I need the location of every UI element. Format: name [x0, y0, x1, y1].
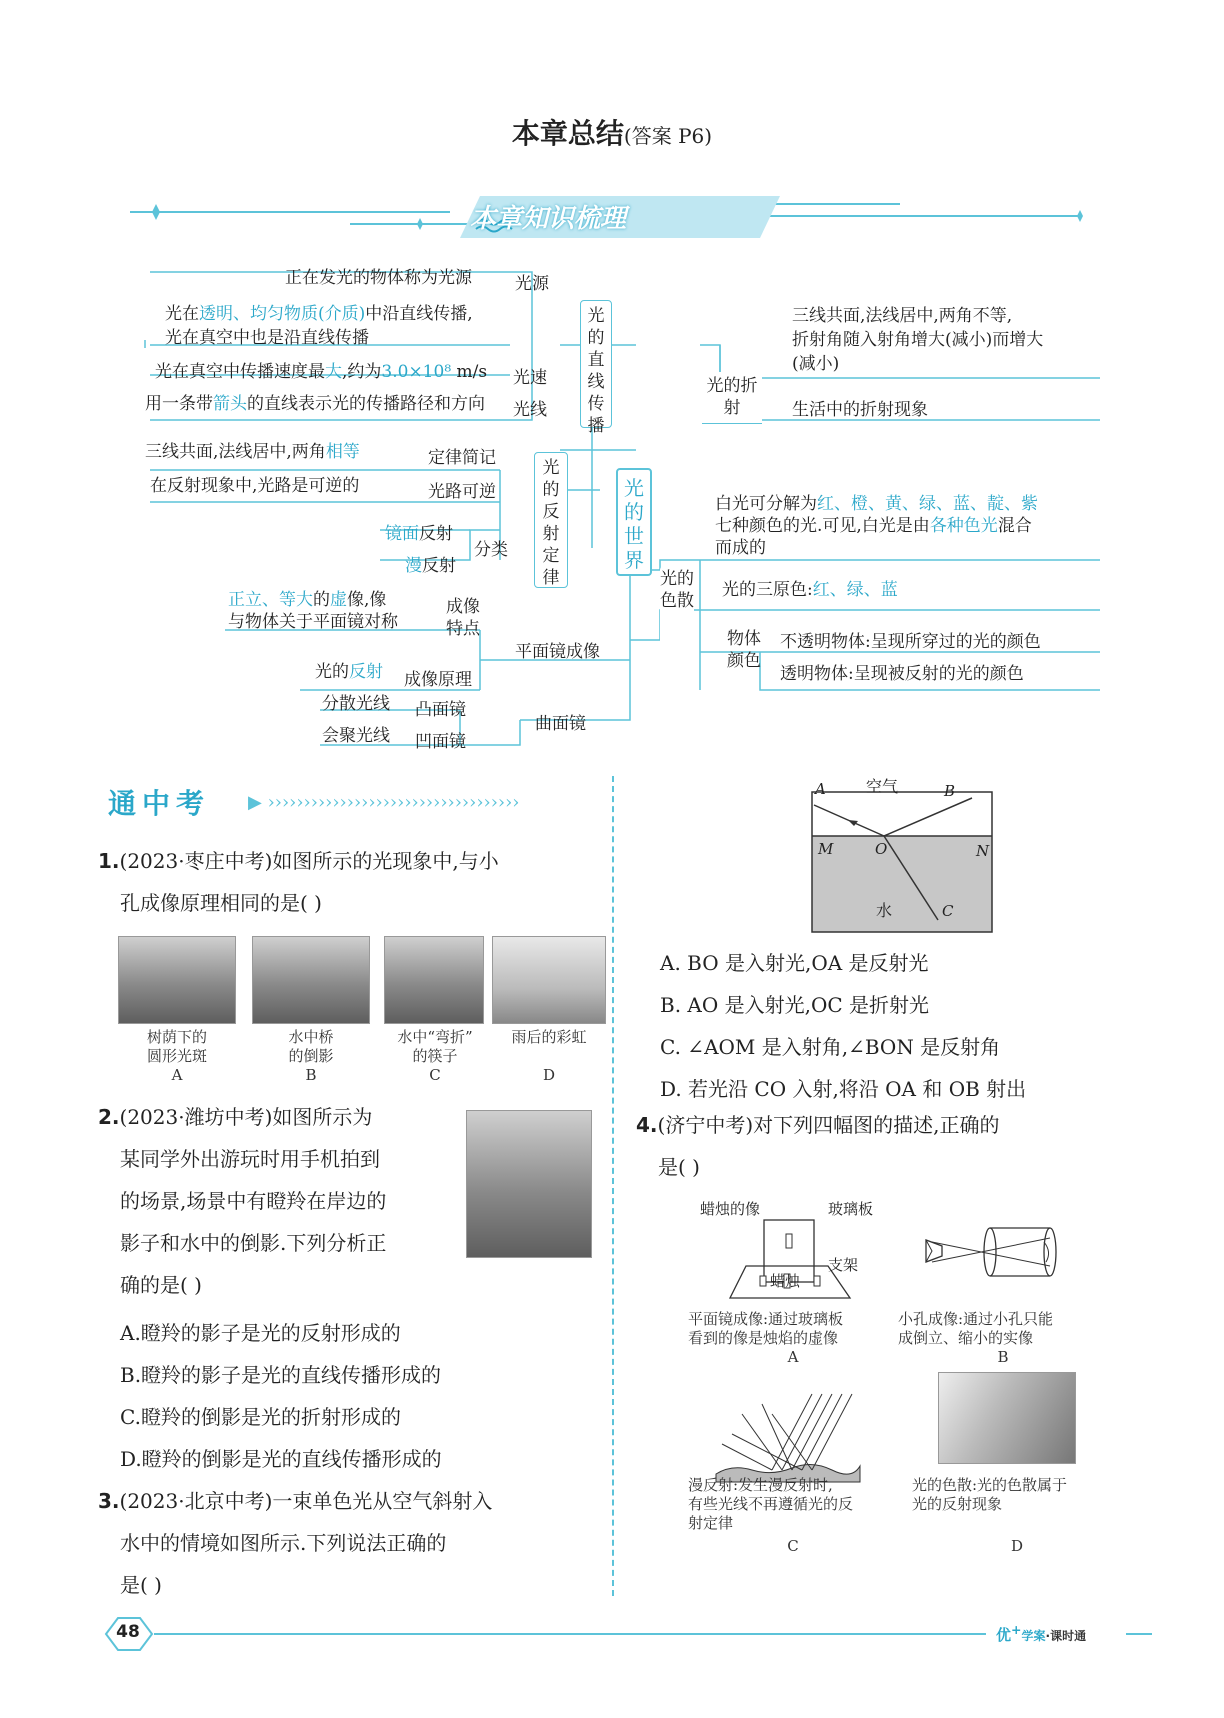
primary-colors: 光的三原色:红、绿、蓝	[722, 580, 898, 600]
q4-prism-photo	[938, 1372, 1076, 1464]
white-light-1: 白光可分解为红、橙、黄、绿、蓝、靛、紫	[715, 494, 1038, 514]
q3-label-water: 水	[876, 901, 893, 920]
vacuum-straight: 光在真空中也是沿直线传播	[165, 328, 369, 348]
concave-desc: 会聚光线	[322, 726, 390, 746]
reversible-label: 光路可逆	[428, 482, 496, 502]
q3-option-a[interactable]: A. BO 是入射光,OA 是反射光	[660, 951, 929, 975]
q3-label-m: M	[818, 840, 834, 858]
convex-desc: 分散光线	[322, 694, 390, 714]
q2-option-c[interactable]: C.瞪羚的倒影是光的折射形成的	[120, 1405, 401, 1429]
mirror-image-features: 正立、等大的虚像,像	[228, 590, 387, 610]
curved-mirror-label: 曲面镜	[535, 714, 586, 734]
reflection-law-node: 光的反射定律	[534, 452, 568, 588]
title-text: 本章总结	[511, 117, 624, 150]
refraction-rule-2: 折射角随入射角增大(减小)而增大	[792, 330, 1044, 350]
q1-image-d	[492, 936, 606, 1024]
q4-diffuse-reflection-diagram	[712, 1384, 862, 1484]
mirror-symmetric: 与物体关于平面镜对称	[228, 612, 398, 632]
refraction-rule-3: (减小)	[792, 354, 840, 374]
q4-label-image: 蜡烛的像	[700, 1200, 761, 1218]
q4-label-glass: 玻璃板	[828, 1200, 874, 1218]
question-3: 3.(2023·北京中考)一束单色光从空气斜射入 水中的情境如图所示.下列说法正确的 是( )	[98, 1489, 493, 1597]
q3-label-a: A	[815, 780, 826, 798]
straight-propagation-node: 光的直线传播	[580, 300, 612, 428]
q3-option-d[interactable]: D. 若光沿 CO 入射,将沿 OA 和 OB 射出	[660, 1077, 1027, 1101]
light-source-def: 正在发光的物体称为光源	[285, 268, 472, 288]
straight-line-condition: 光在透明、均匀物质(介质)中沿直线传播,	[165, 304, 473, 324]
q3-label-o: O	[875, 840, 888, 858]
question-1: 1.(2023·枣庄中考)如图所示的光现象中,与小 孔成像原理相同的是( )	[98, 849, 499, 915]
specular-reflection: 镜面反射	[385, 524, 453, 544]
light-source-label: 光源	[515, 274, 549, 294]
q3-option-b[interactable]: B. AO 是入射光,OC 是折射光	[660, 993, 930, 1017]
q4-caption-d: 光的色散:光的色散属于 光的反射现象 D	[912, 1476, 1068, 1555]
q1-caption-b: 水中桥 的倒影 B	[288, 1028, 334, 1084]
plane-mirror-label: 平面镜成像	[515, 642, 600, 662]
q3-option-c[interactable]: C. ∠AOM 是入射角,∠BON 是反射角	[660, 1035, 1001, 1059]
q2-option-d[interactable]: D.瞪羚的倒影是光的直线传播形成的	[120, 1447, 442, 1471]
white-light-3: 而成的	[715, 538, 766, 558]
q2-option-b[interactable]: B.瞪羚的影子是光的直线传播形成的	[120, 1363, 442, 1387]
q4-label-candle: 蜡烛	[770, 1272, 801, 1290]
refraction-rule-1: 三线共面,法线居中,两角不等,	[792, 306, 1013, 326]
image-features-label: 成像特点	[446, 597, 480, 639]
q3-options	[660, 942, 1180, 1110]
opaque-object-color: 不透明物体:呈现所穿过的光的颜色	[780, 632, 1041, 652]
q1-caption-a: 树荫下的 圆形光斑 A	[146, 1028, 207, 1084]
white-light-2: 七种颜色的光.可见,白光是由各种色光混合	[715, 516, 1032, 536]
brand-logo: 优+学案·课时通	[996, 1622, 1087, 1644]
classification-label: 分类	[474, 540, 508, 560]
q3-label-n: N	[976, 842, 990, 860]
q4-caption-b: 小孔成像:通过小孔只能 成倒立、缩小的实像 B	[898, 1310, 1054, 1366]
q1-image-c	[384, 936, 484, 1024]
convex-label: 凸面镜	[415, 700, 466, 720]
section-arrow-icon: ▶ ›››››››››››››››››››››››››››››››››››	[248, 792, 520, 813]
q4-pinhole-diagram	[920, 1222, 1070, 1284]
dispersion-node: 光的色散	[660, 566, 694, 658]
reversible-desc: 在反射现象中,光路是可逆的	[150, 476, 360, 496]
transparent-object-color: 透明物体:呈现被反射的光的颜色	[780, 664, 1024, 684]
q3-label-air: 空气	[866, 777, 899, 796]
q4-caption-c: 漫反射:发生漫反射时, 有些光线不再遵循光的反 射定律 C	[688, 1476, 854, 1555]
q2-photo-gazelle	[466, 1110, 592, 1258]
q4-label-stand: 支架	[828, 1256, 859, 1274]
q4-caption-a: 平面镜成像:通过玻璃板 看到的像是烛焰的虚像 A	[688, 1310, 844, 1366]
mirror-principle-label: 成像原理	[404, 670, 472, 690]
q2-options	[120, 1312, 600, 1480]
question-4: 4.(济宁中考)对下列四幅图的描述,正确的 是( )	[636, 1113, 1000, 1179]
light-speed-label: 光速	[513, 368, 547, 388]
section-header: 通中考	[108, 787, 211, 820]
mirror-principle-desc: 光的反射	[315, 662, 383, 682]
column-divider	[612, 776, 614, 1596]
light-ray-label: 光线	[513, 400, 547, 420]
object-color-label: 物体颜色	[727, 629, 761, 671]
q3-label-b: B	[944, 782, 956, 800]
light-speed-desc: 光在真空中传播速度最大,约为3.0×10⁸ m/s	[155, 362, 488, 382]
refraction-node: 光的折射	[702, 372, 762, 424]
diffuse-reflection: 漫反射	[405, 556, 456, 576]
q2-option-a[interactable]: A.瞪羚的影子是光的反射形成的	[120, 1321, 401, 1345]
banner-label: 本章知识梳理	[470, 204, 627, 234]
q1-image-b	[252, 936, 370, 1024]
question-2: 2.(2023·潍坊中考)如图所示为 某同学外出游玩时用手机拍到 的场景,场景中有瞪羚在岸边的 影子和水中的倒影.下列分析正 确的是( )	[98, 1105, 387, 1297]
q1-caption-c: 水中“弯折” 的筷子 C	[397, 1028, 473, 1084]
q1-caption-d: 雨后的彩虹 D	[511, 1028, 587, 1084]
light-ray-desc: 用一条带箭头的直线表示光的传播路径和方向	[145, 394, 485, 414]
center-node: 光的世界	[616, 468, 652, 576]
q1-image-a	[118, 936, 236, 1024]
q3-label-c: C	[942, 902, 954, 920]
reflection-law-summary: 三线共面,法线居中,两角相等	[145, 442, 360, 462]
concave-label: 凹面镜	[415, 732, 466, 752]
reflection-law-label: 定律简记	[428, 448, 496, 468]
page-number: 48	[116, 1622, 140, 1642]
refraction-phenomena: 生活中的折射现象	[792, 400, 928, 420]
answer-ref: (答案 P6)	[623, 124, 713, 148]
